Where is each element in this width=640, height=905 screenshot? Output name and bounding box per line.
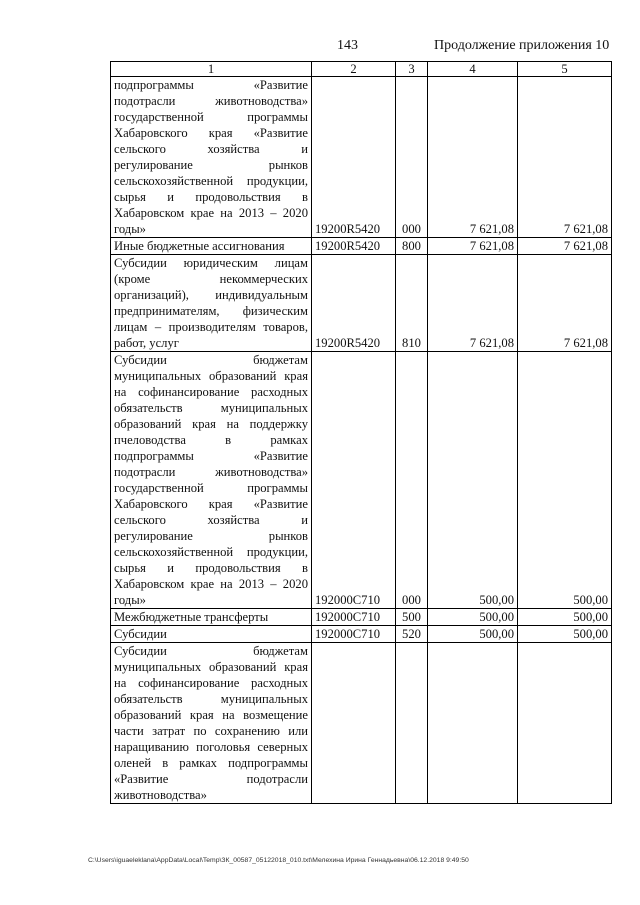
- expense-type-cell: 800: [396, 238, 428, 255]
- expense-type-cell: 500: [396, 609, 428, 626]
- item-name-cell: Иные бюджетные ассигнования: [111, 238, 312, 255]
- table-row: [111, 609, 612, 626]
- amount-cell: 7 621,08: [428, 238, 518, 255]
- amount-cell: 7 621,08: [428, 77, 518, 238]
- amount-cell: 500,00: [518, 352, 612, 609]
- table-header-row: [111, 62, 612, 77]
- table-row: [111, 626, 612, 643]
- target-code-cell: 19200R5420: [312, 77, 396, 238]
- target-code-cell: 192000С710: [312, 609, 396, 626]
- item-name-cell: Субсидии: [111, 626, 312, 643]
- amount-cell: 500,00: [428, 609, 518, 626]
- item-name-cell: Межбюджетные трансферты: [111, 609, 312, 626]
- target-code-cell: 192000С710: [312, 626, 396, 643]
- amount-cell: 500,00: [428, 626, 518, 643]
- item-name-cell: подпрограммы «Развитие подотрасли животноводства» государственной программы Хабаровского края «Развитие сельского хозяйства и регулирование рынков сельскохозяйственной продукции, сырья и продовольствия в Хабаровском крае на 2013 – 2020 годы»: [111, 77, 312, 238]
- expense-type-cell: 520: [396, 626, 428, 643]
- column-header: 3: [396, 62, 428, 77]
- appendix-title: Продолжение приложения 10: [434, 38, 610, 53]
- budget-table: [110, 61, 612, 804]
- item-name-cell: Субсидии бюджетам муниципальных образований края на софинансирование расходных обязательств муниципальных образований края на возмещение части затрат по сохранению или наращиванию поголовья северных оленей в рамках подпрограммы «Развитие подотрасли животноводства»: [111, 643, 312, 804]
- table-row: [111, 352, 612, 609]
- amount-cell: [428, 643, 518, 804]
- expense-type-cell: 810: [396, 255, 428, 352]
- expense-type-cell: 000: [396, 77, 428, 238]
- item-name-cell: Субсидии юридическим лицам (кроме некоммерческих организаций), индивидуальным предпринимателям, физическим лицам – производителям товаров, работ, услуг: [111, 255, 312, 352]
- amount-cell: 7 621,08: [428, 255, 518, 352]
- amount-cell: 500,00: [428, 352, 518, 609]
- target-code-cell: 192000С710: [312, 352, 396, 609]
- expense-type-cell: [396, 643, 428, 804]
- file-path-footer: C:\Users\iguaeleklana\AppData\Local\Temp\ЗК_00587_05122018_010.txt\Мелехина Ирина Геннадьевна\06.12.2018 9:49:50: [88, 857, 469, 864]
- amount-cell: 7 621,08: [518, 238, 612, 255]
- page-number: 143: [337, 38, 358, 53]
- amount-cell: [518, 643, 612, 804]
- target-code-cell: 19200R5420: [312, 238, 396, 255]
- amount-cell: 500,00: [518, 626, 612, 643]
- amount-cell: 7 621,08: [518, 77, 612, 238]
- column-header: 2: [312, 62, 396, 77]
- target-code-cell: [312, 643, 396, 804]
- table-row: [111, 238, 612, 255]
- table-row: [111, 643, 612, 804]
- amount-cell: 7 621,08: [518, 255, 612, 352]
- expense-type-cell: 000: [396, 352, 428, 609]
- target-code-cell: 19200R5420: [312, 255, 396, 352]
- item-name-cell: Субсидии бюджетам муниципальных образований края на софинансирование расходных обязательств муниципальных образований края на поддержку пчеловодства в рамках подпрограммы «Развитие подотрасли животноводства» государственной программы Хабаровского края «Развитие сельского хозяйства и регулирование рынков сельскохозяйственной продукции, сырья и продовольствия в Хабаровском крае на 2013 – 2020 годы»: [111, 352, 312, 609]
- column-header: 5: [518, 62, 612, 77]
- column-header: 4: [428, 62, 518, 77]
- column-header: 1: [111, 62, 312, 77]
- table-row: [111, 255, 612, 352]
- amount-cell: 500,00: [518, 609, 612, 626]
- table-row: [111, 77, 612, 238]
